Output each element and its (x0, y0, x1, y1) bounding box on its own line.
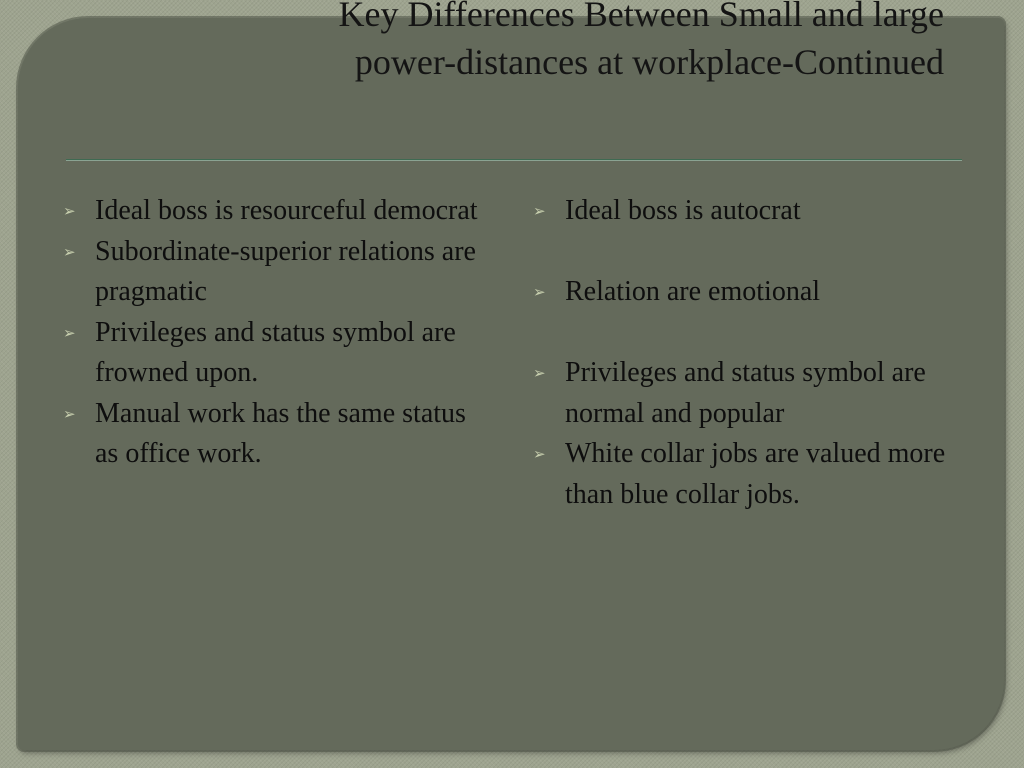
bullet-text: White collar jobs are valued more than blue collar jobs. (565, 438, 946, 510)
chevron-right-icon: ➢ (533, 445, 546, 463)
list-spacer (531, 313, 961, 354)
list-item (61, 191, 491, 232)
chevron-right-icon: ➢ (533, 283, 546, 301)
list-item (531, 272, 961, 313)
bullet-text: Ideal boss is resourceful democrat (95, 195, 478, 226)
list-item (531, 434, 961, 515)
slide-panel (18, 0, 1004, 750)
list-item (61, 232, 491, 313)
bullet-text: Relation are emotional (565, 276, 821, 307)
title-divider (66, 159, 962, 161)
chevron-right-icon: ➢ (63, 202, 76, 220)
chevron-right-icon: ➢ (63, 404, 76, 423)
chevron-right-icon: ➢ (63, 323, 76, 342)
bullet-text: Privileges and status symbol are frowned upon. (95, 316, 456, 388)
list-item (61, 394, 491, 475)
chevron-right-icon: ➢ (533, 364, 546, 382)
bullet-text: Privileges and status symbol are normal and popular (565, 357, 926, 429)
right-bullet-list (531, 191, 961, 515)
chevron-right-icon: ➢ (533, 202, 546, 220)
bullet-text: Subordinate-superior relations are pragmatic (95, 235, 476, 307)
list-item (61, 313, 491, 394)
list-item (531, 191, 961, 232)
left-bullet-list (61, 191, 491, 475)
chevron-right-icon: ➢ (63, 242, 76, 261)
slide-title: Key Differences Between Small and large power-distances at workplace-Continued (338, 0, 944, 82)
bullet-text: Manual work has the same status as office work. (95, 397, 466, 469)
bullet-text: Ideal boss is autocrat (565, 195, 801, 226)
list-item (531, 353, 961, 434)
list-spacer (531, 232, 961, 273)
